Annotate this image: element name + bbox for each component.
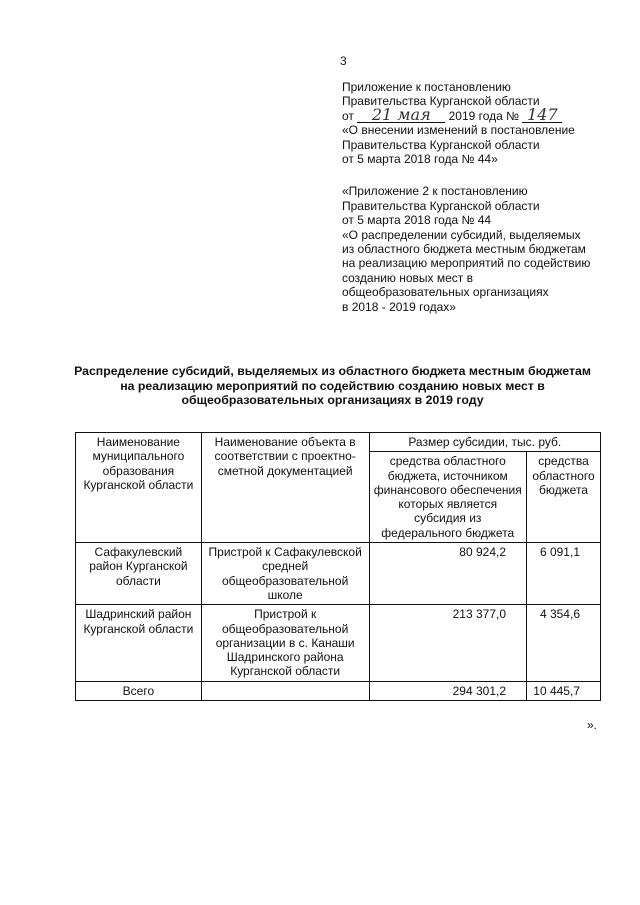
table-row bbox=[76, 605, 601, 681]
closing-quote: ». bbox=[587, 718, 598, 732]
cell-total-regional: 10 445,7 bbox=[527, 681, 601, 700]
header-federal-funds: средства областного бюджета, источником финансового обеспечения которых является субсидия из федерального бюджета bbox=[369, 452, 526, 543]
heading-line: на реализацию мероприятий по содействию созданию новых мест в bbox=[120, 378, 545, 393]
table-row bbox=[76, 543, 601, 605]
cell-object: Пристрой к Сафакулевской средней общеобразовательной школе bbox=[201, 543, 369, 605]
cell-total-federal: 294 301,2 bbox=[369, 681, 526, 700]
cell-federal: 213 377,0 bbox=[369, 605, 526, 681]
cell-regional: 6 091,1 bbox=[527, 543, 601, 605]
page-number: 3 bbox=[340, 54, 347, 68]
cell-total-label: Всего bbox=[76, 681, 202, 700]
appendix-line: Правительства Курганской области bbox=[342, 198, 540, 213]
cell-federal: 80 924,2 bbox=[369, 543, 526, 605]
table-header-row bbox=[76, 433, 601, 452]
heading-line: Распределение субсидий, выделяемых из областного бюджета местным бюджетам bbox=[74, 364, 591, 378]
appendix-line: в 2018 - 2019 годах» bbox=[342, 299, 456, 314]
cell-total-object bbox=[201, 681, 369, 700]
year-text: 2019 года № bbox=[448, 108, 520, 123]
handwritten-date: 21 мая bbox=[371, 104, 431, 124]
from-prefix: от bbox=[342, 108, 354, 123]
appendix-line: от 5 марта 2018 года № 44 bbox=[342, 213, 492, 228]
cell-municipality: Сафакулевский район Курганской области bbox=[76, 543, 202, 605]
appendix-line: Правительства Курганской области bbox=[342, 94, 540, 109]
appendix-line: общеобразовательных организациях bbox=[342, 285, 549, 300]
heading-line: общеобразовательных организациях в 2019 году bbox=[181, 393, 484, 407]
appendix-line: Правительства Курганской области bbox=[342, 137, 540, 152]
appendix-line: из областного бюджета местным бюджетам bbox=[342, 242, 586, 257]
header-subsidy: Размер субсидии, тыс. руб. bbox=[369, 433, 600, 452]
cell-regional: 4 354,6 bbox=[527, 605, 601, 681]
appendix-line: «О внесении изменений в постановление bbox=[342, 123, 575, 138]
document-heading bbox=[60, 364, 605, 408]
header-object: Наименование объекта в соответствии с проектно-сметной документацией bbox=[201, 433, 369, 543]
appendix-line: «О распределении субсидий, выделяемых bbox=[342, 227, 581, 242]
appendix-line: от 5 марта 2018 года № 44» bbox=[342, 152, 498, 167]
appendix-line: созданию новых мест в bbox=[342, 270, 474, 285]
cell-object: Пристрой к общеобразовательной организации в с. Канаши Шадринского района Курганской области bbox=[201, 605, 369, 681]
appendix-line: на реализацию мероприятий по содействию bbox=[342, 256, 591, 271]
appendix-line: «Приложение 2 к постановлению bbox=[342, 184, 528, 199]
appendix-line: Приложение к постановлению bbox=[342, 80, 511, 94]
appendix-date-line bbox=[342, 104, 622, 124]
handwritten-number: 147 bbox=[527, 104, 558, 124]
appendix-block bbox=[342, 80, 622, 314]
header-regional-funds: средства областного бюджета bbox=[527, 452, 601, 543]
subsidy-table bbox=[75, 432, 601, 701]
header-municipality: Наименование муниципального образования Курганской области bbox=[76, 433, 202, 543]
table-total-row bbox=[76, 681, 601, 700]
cell-municipality: Шадринский район Курганской области bbox=[76, 605, 202, 681]
